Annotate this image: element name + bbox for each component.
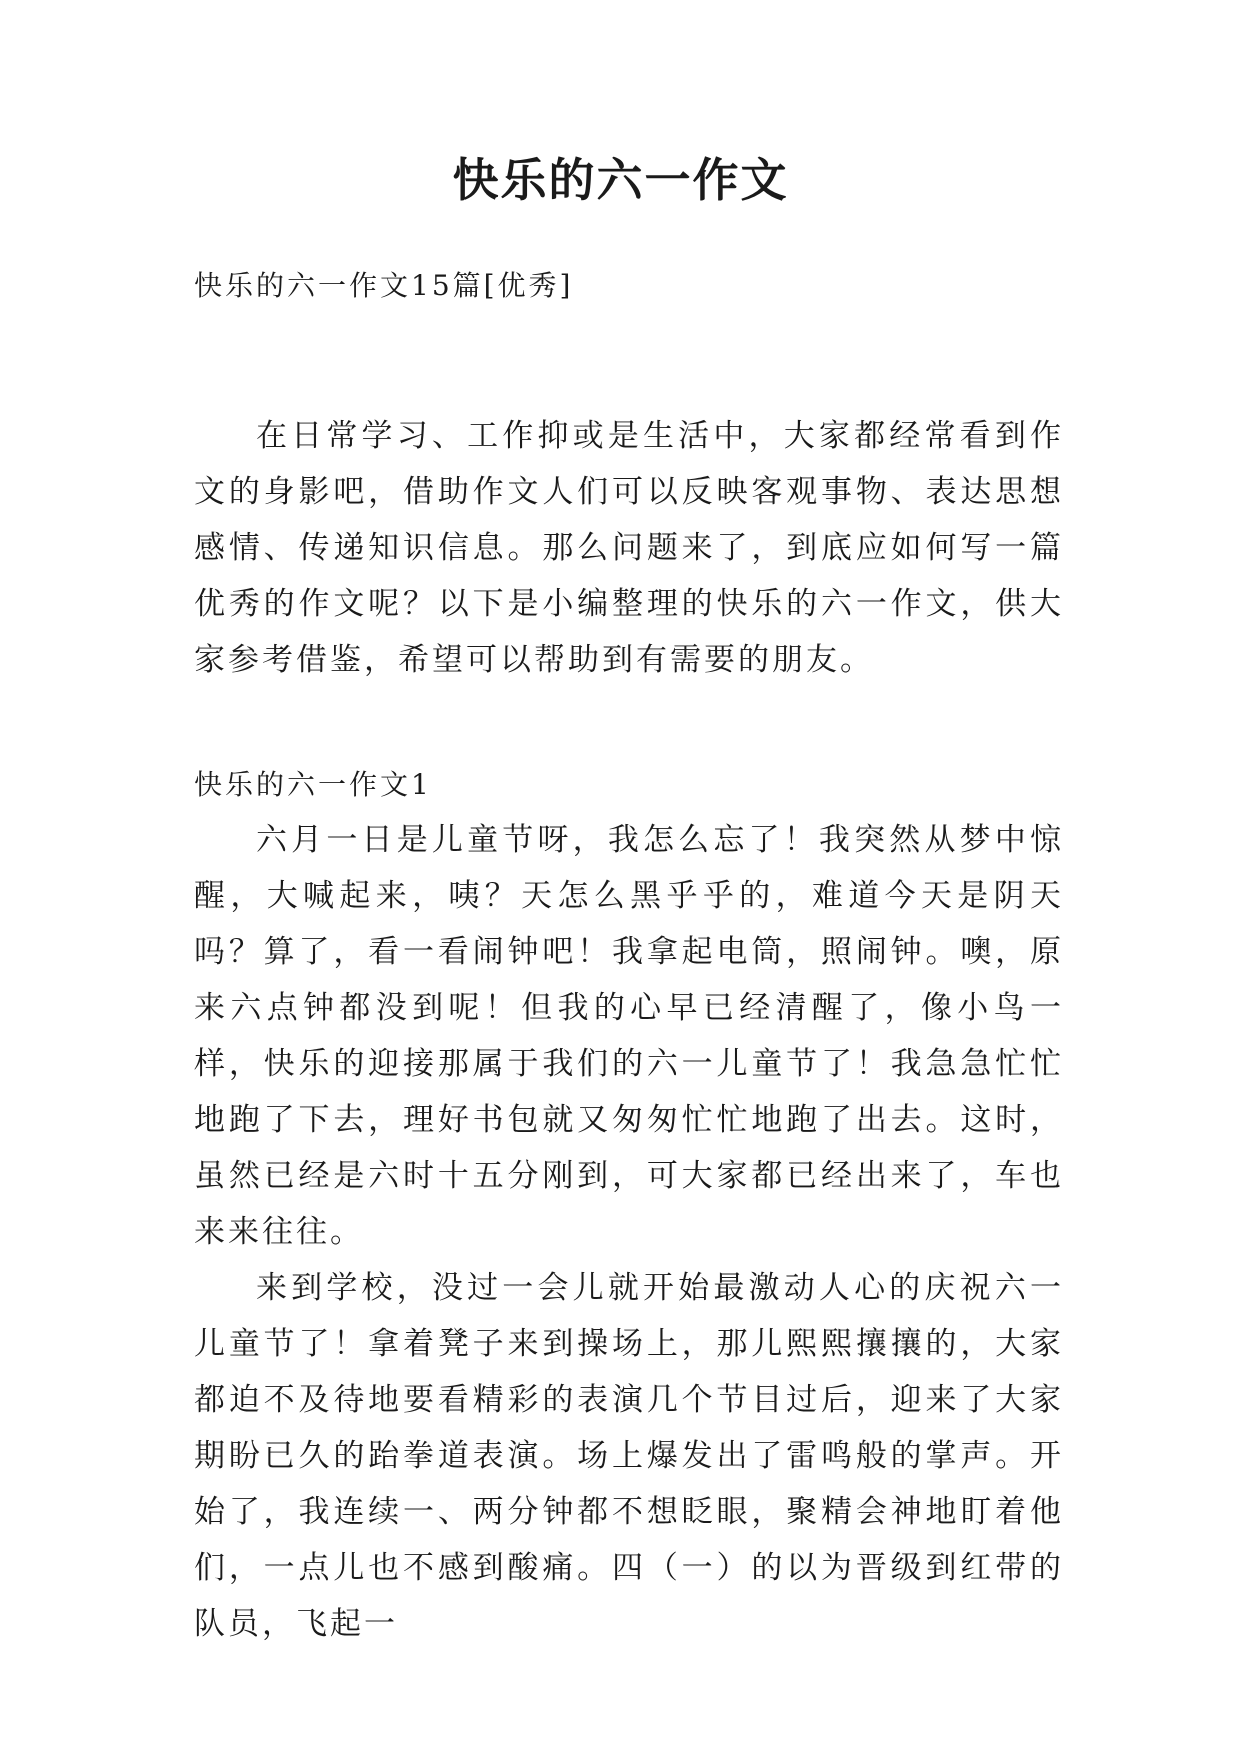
body-paragraph: 六月一日是儿童节呀，我怎么忘了！我突然从梦中惊醒，大喊起来，咦？天怎么黑乎乎的，难道今天是阴天吗？算了，看一看闹钟吧！我拿起电筒，照闹钟。噢，原来六点钟都没到呢！但我的心早已经清醒了，像小鸟一样，快乐的迎接那属于我们的六一儿童节了！我急急忙忙地跑了下去，理好书包就又匆匆忙忙地跑了出去。这时，虽然已经是六时十五分刚到，可大家都已经出来了，车也来来往往。 (194, 822, 1064, 1250)
document-subtitle: 快乐的六一作文15篇[优秀] (194, 269, 574, 302)
section-heading: 快乐的六一作文1 (194, 768, 432, 801)
document-title: 快乐的六一作文 (452, 153, 789, 207)
body-paragraph: 来到学校，没过一会儿就开始最激动人心的庆祝六一儿童节了！拿着凳子来到操场上，那儿熙熙攘攘的，大家都迫不及待地要看精彩的表演几个节目过后，迎来了大家期盼已久的跆拳道表演。场上爆发出了雷鸣般的掌声。开始了，我连续一、两分钟都不想眨眼，聚精会神地盯着他们，一点儿也不感到酸痛。四（一）的以为晋级到红带的队员，飞起一 (194, 1270, 1064, 1642)
intro-paragraph: 在日常学习、工作抑或是生活中，大家都经常看到作文的身影吧，借助作文人们可以反映客观事物、表达思想感情、传递知识信息。那么问题来了，到底应如何写一篇优秀的作文呢？以下是小编整理的快乐的六一作文，供大家参考借鉴，希望可以帮助到有需要的朋友。 (194, 418, 1064, 678)
section-body (194, 812, 1064, 1652)
